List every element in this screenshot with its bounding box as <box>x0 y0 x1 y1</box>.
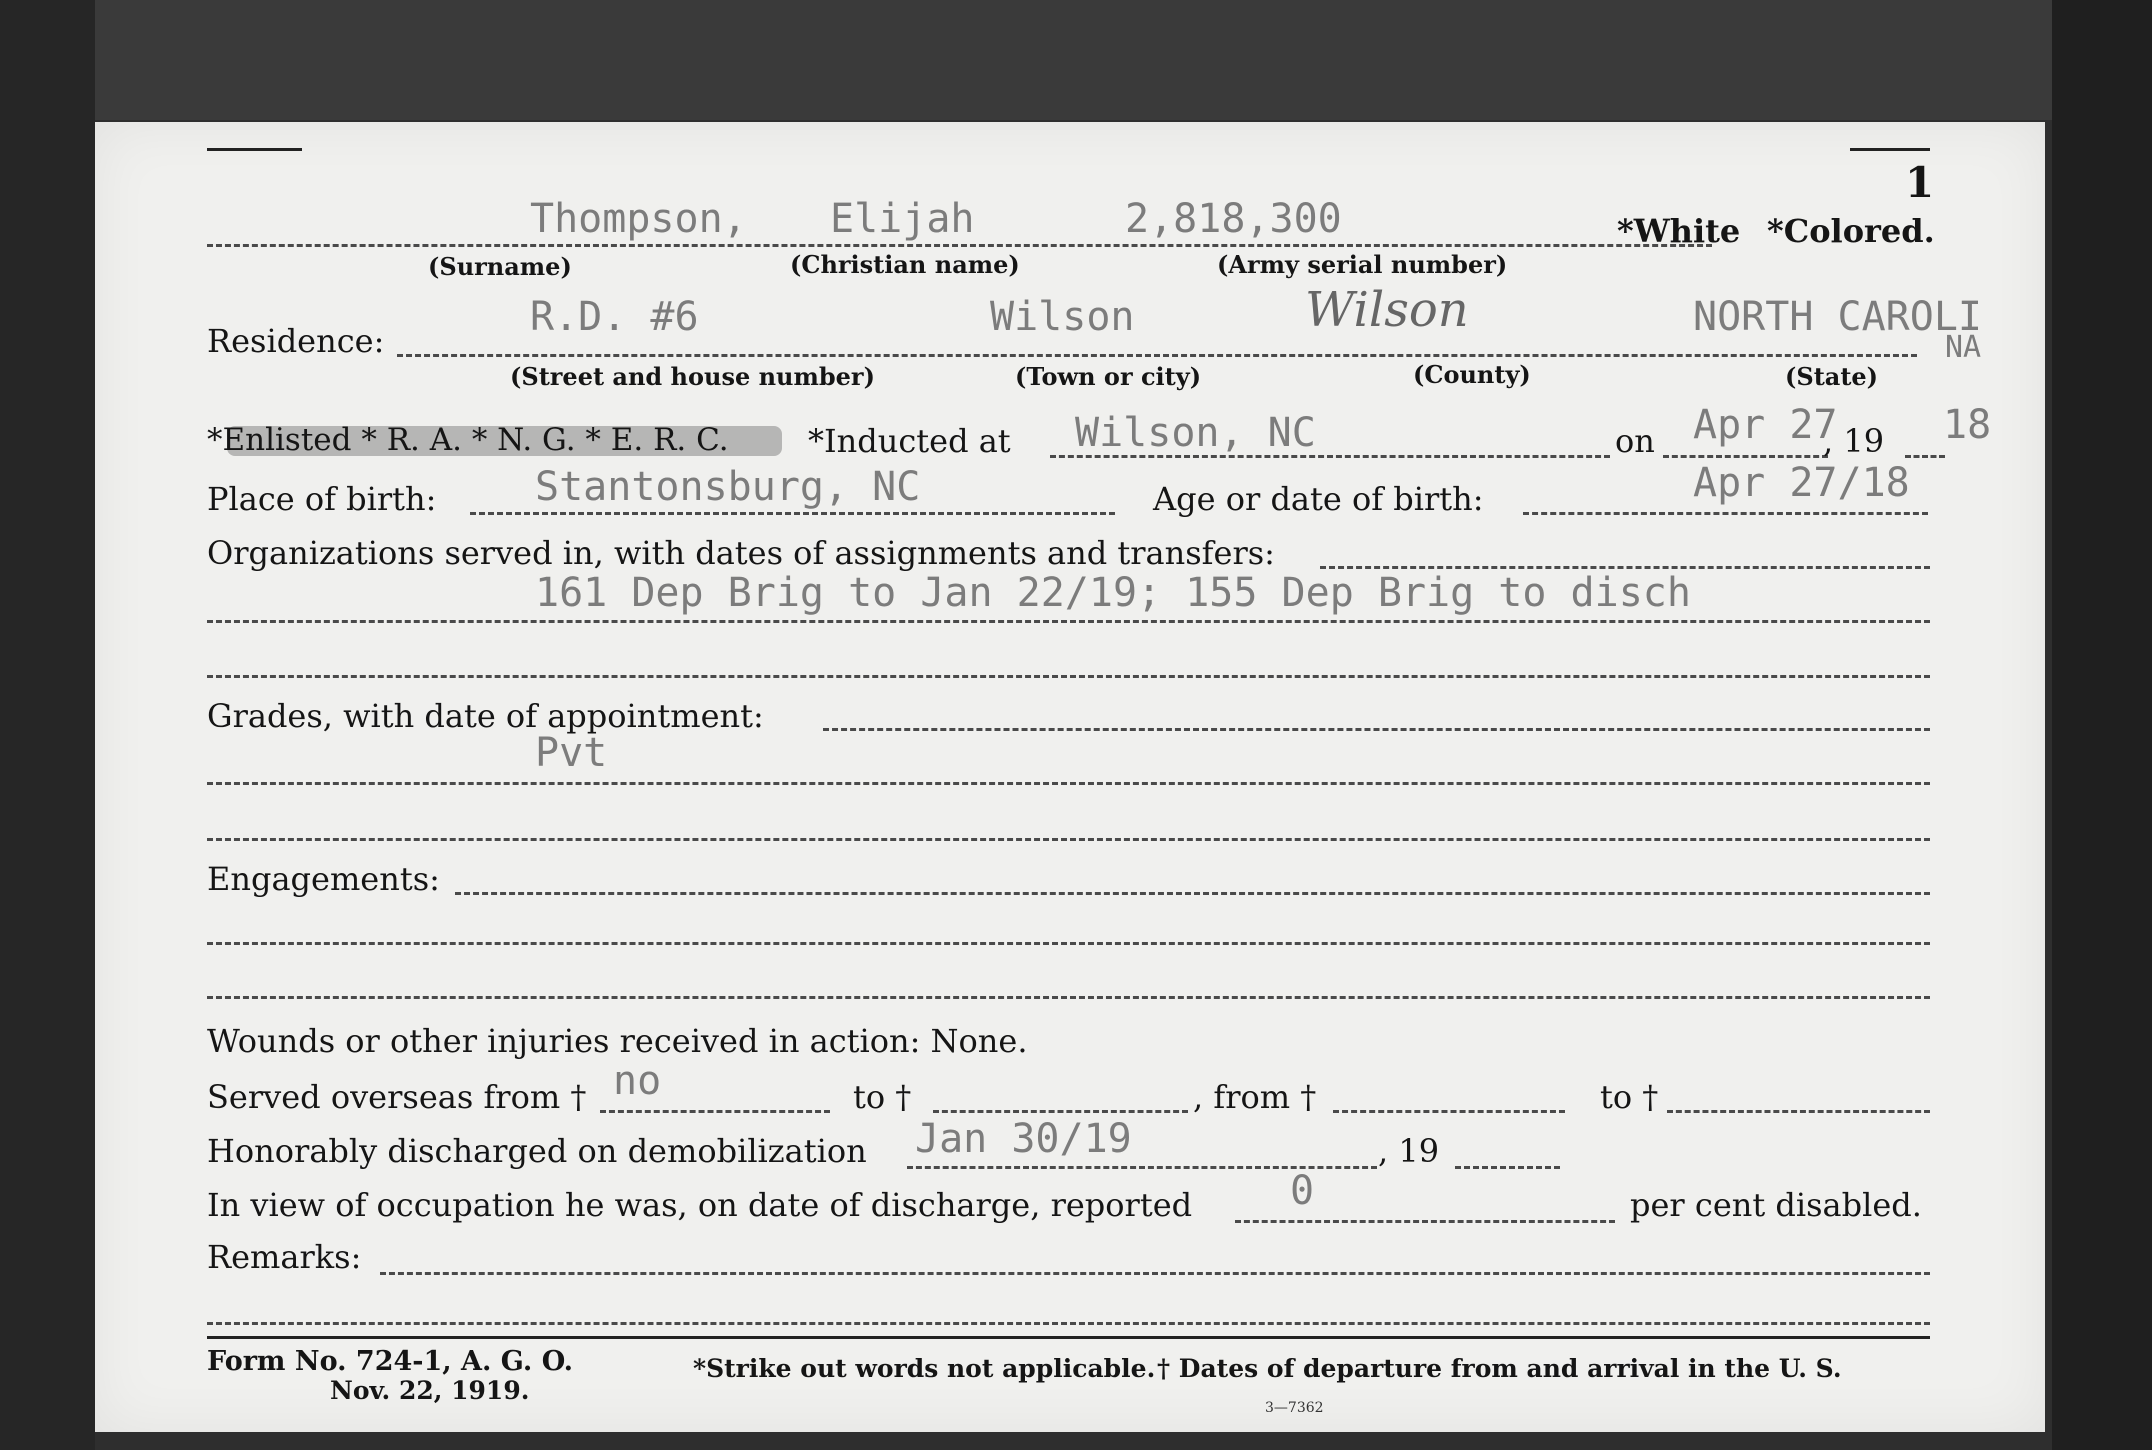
grades-line-0 <box>823 728 1930 731</box>
grades-value: Pvt <box>535 730 608 776</box>
residence-state-line2: NA <box>1945 330 1982 365</box>
enlisted-options-struck: *Enlisted * R. A. * N. G. * E. R. C. <box>207 422 729 458</box>
top-right-rule <box>1850 148 1930 151</box>
dates-note: † Dates of departure from and arrival in the U. S. <box>1157 1354 1842 1383</box>
top-left-rule <box>207 148 302 151</box>
discharge-value: Jan 30/19 <box>915 1116 1132 1162</box>
name-line <box>207 244 1712 247</box>
inducted-line <box>1050 455 1610 458</box>
discharge-label: Honorably discharged on demobilization <box>207 1132 867 1170</box>
age-line <box>1523 512 1928 515</box>
place-of-birth-label: Place of birth: <box>207 480 437 518</box>
overseas-to-label: to † <box>853 1078 912 1116</box>
overseas-from-line <box>600 1110 830 1113</box>
grades-line-2 <box>207 838 1930 841</box>
remarks-line-0 <box>380 1272 1930 1275</box>
caption-serial-number: (Army serial number) <box>1217 250 1508 279</box>
serial-number-value: 2,818,300 <box>1125 196 1342 242</box>
remarks-label: Remarks: <box>207 1238 362 1276</box>
overseas-from-label: Served overseas from † <box>207 1078 587 1116</box>
service-record-card <box>95 122 2045 1432</box>
inducted-date-line <box>1663 455 1828 458</box>
engagements-line-1 <box>207 942 1930 945</box>
print-code: 3—7362 <box>1265 1400 1324 1416</box>
caption-surname: (Surname) <box>428 252 572 281</box>
caption-town: (Town or city) <box>1015 362 1202 391</box>
disability-label: In view of occupation he was, on date of discharge, reported <box>207 1186 1193 1224</box>
disability-value: 0 <box>1290 1168 1315 1214</box>
engagements-line-0 <box>455 892 1930 895</box>
overseas-to-line <box>933 1110 1188 1113</box>
card-number: 1 <box>1905 158 1935 207</box>
remarks-line-1 <box>207 1322 1930 1325</box>
grades-line-1 <box>207 782 1930 785</box>
overseas-to2-line <box>1667 1110 1930 1113</box>
discharge-year-label: , 19 <box>1378 1132 1440 1170</box>
strike-note: *Strike out words not applicable. <box>693 1354 1156 1383</box>
residence-street: R.D. #6 <box>530 294 699 340</box>
residence-county: Wilson <box>1305 282 1469 338</box>
caption-county: (County) <box>1413 360 1531 389</box>
form-date: Nov. 22, 1919. <box>330 1376 530 1405</box>
residence-label: Residence: <box>207 322 385 360</box>
residence-state-line1: NORTH CAROLI <box>1693 294 1982 340</box>
overseas-to2-label: to † <box>1600 1078 1659 1116</box>
organizations-label: Organizations served in, with dates of assignments and transfers: <box>207 534 1275 572</box>
organizations-value: 161 Dep Brig to Jan 22/19; 155 Dep Brig to disch <box>535 570 1691 616</box>
inducted-at-value: Wilson, NC <box>1075 410 1316 456</box>
overseas-from2-line <box>1333 1110 1565 1113</box>
overseas-from2-label: , from † <box>1193 1078 1317 1116</box>
organizations-line-2 <box>207 675 1930 678</box>
organizations-line-1 <box>207 620 1930 623</box>
inducted-date: Apr 27 <box>1693 402 1838 448</box>
engagements-label: Engagements: <box>207 860 440 898</box>
year-prefix: , 19 <box>1823 422 1885 460</box>
organizations-line-0 <box>1320 566 1930 569</box>
wounds-label: Wounds or other injuries received in action: None. <box>207 1022 1028 1060</box>
discharge-year-line <box>1455 1166 1560 1169</box>
scan-background-top <box>0 0 2152 120</box>
race-colored: *Colored. <box>1767 212 1935 250</box>
grades-label: Grades, with date of appointment: <box>207 697 764 735</box>
surname-value: Thompson, <box>530 196 747 242</box>
residence-town: Wilson <box>990 294 1135 340</box>
inducted-at-label: *Inducted at <box>808 422 1011 460</box>
caption-state: (State) <box>1785 362 1879 391</box>
residence-line <box>397 354 1917 357</box>
engagements-line-2 <box>207 996 1930 999</box>
scan-background-right <box>2052 0 2152 1450</box>
caption-street: (Street and house number) <box>510 362 875 391</box>
footer-rule <box>207 1336 1930 1339</box>
age-value: Apr 27/18 <box>1693 460 1910 506</box>
race-white: *White <box>1617 212 1741 250</box>
inducted-year: 18 <box>1943 402 1992 448</box>
scan-background-left <box>0 0 95 1450</box>
caption-christian-name: (Christian name) <box>790 250 1020 279</box>
place-of-birth-value: Stantonsburg, NC <box>535 464 921 510</box>
disability-line <box>1235 1220 1615 1223</box>
disability-suffix: per cent disabled. <box>1630 1186 1922 1224</box>
on-label: on <box>1615 422 1655 460</box>
place-of-birth-line <box>470 512 1115 515</box>
inducted-year-line <box>1905 455 1945 458</box>
overseas-from-value: no <box>613 1058 662 1104</box>
age-label: Age or date of birth: <box>1153 480 1484 518</box>
christian-name-value: Elijah <box>830 196 975 242</box>
form-number: Form No. 724-1, A. G. O. <box>207 1346 574 1377</box>
